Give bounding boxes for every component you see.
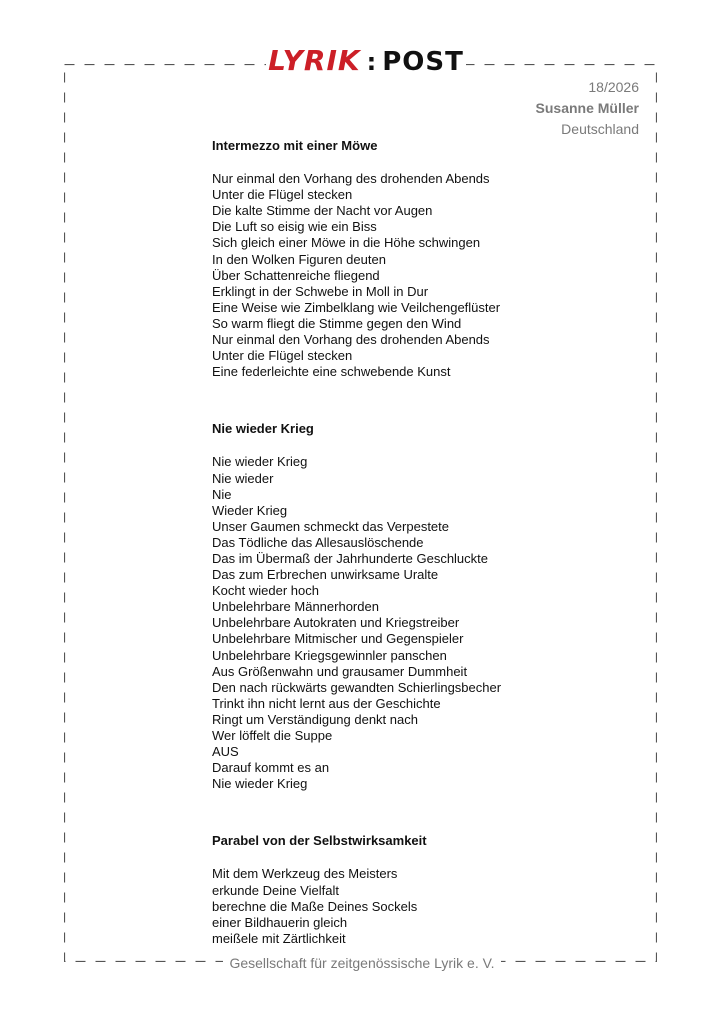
poem-line: Nie wieder Krieg xyxy=(212,454,308,470)
logo-post-text: POST xyxy=(382,47,464,77)
poem-line: Unter die Flügel stecken xyxy=(212,187,353,203)
poem-line: meißele mit Zärtlichkeit xyxy=(212,930,346,946)
poem-line: Nie wieder Krieg xyxy=(212,776,308,792)
poem-line: Das im Übermaß der Jahrhunderte Geschluckte xyxy=(212,550,489,566)
poem-line: Mit dem Werkzeug des Meisters xyxy=(212,866,398,882)
poem-line: Nie xyxy=(212,486,232,502)
poem-line: AUS xyxy=(212,744,239,760)
poem-line: Den nach rückwärts gewandten Schierlingsbecher xyxy=(212,679,502,695)
author-name: Susanne Müller xyxy=(535,100,639,116)
poem-line: Nie wieder xyxy=(212,470,274,486)
poem-title: Nie wieder Krieg xyxy=(212,421,314,437)
logo-separator: : xyxy=(366,48,377,76)
footer-text: Gesellschaft für zeitgenössische Lyrik e. V. xyxy=(223,955,500,971)
poem-line: So warm fliegt die Stimme gegen den Wind xyxy=(212,315,462,331)
poem xyxy=(212,421,652,792)
issue-number: 18/2026 xyxy=(588,79,639,95)
issue-meta xyxy=(536,77,639,140)
poem-line: Wer löffelt die Suppe xyxy=(212,728,333,743)
footer xyxy=(0,955,724,971)
poem-line: Ringt um Verständigung denkt nach xyxy=(212,711,418,727)
poem-line: Unser Gaumen schmeckt das Verpestete xyxy=(212,518,450,534)
poem-line: einer Bildhauerin gleich xyxy=(212,914,348,930)
poem-line: Unbelehrbare Mitmischer und Gegenspieler xyxy=(212,631,464,647)
poem-title: Parabel von der Selbstwirksamkeit xyxy=(212,833,427,849)
poem-line: Aus Größenwahn und grausamer Dummheit xyxy=(212,663,468,679)
poem-line: Die Luft so eisig wie ein Biss xyxy=(212,219,377,235)
poem-line: Unbelehrbare Autokraten und Kriegstreiber xyxy=(212,615,460,631)
poem-line: Sich gleich einer Möwe in die Höhe schwingen xyxy=(212,235,481,251)
poem-line: berechne die Maße Deines Sockels xyxy=(212,898,418,914)
poem-line: Das Tödliche das Allesauslöschende xyxy=(212,534,424,550)
poem-line: Eine Weise wie Zimbelklang wie Veilchengeflüster xyxy=(212,299,501,315)
poem-line: Über Schattenreiche fliegend xyxy=(212,267,380,283)
poem-line: Unbelehrbare Kriegsgewinnler panschen xyxy=(212,647,447,663)
poems-container xyxy=(212,138,652,947)
poem-line: erkunde Deine Vielfalt xyxy=(212,882,339,898)
author-country: Deutschland xyxy=(561,121,639,137)
logo-lyrik-text: LYRIK xyxy=(268,44,361,77)
poem-line: Unter die Flügel stecken xyxy=(212,348,353,364)
poem xyxy=(212,138,652,380)
poem xyxy=(212,833,652,947)
poem-line: Die kalte Stimme der Nacht vor Augen xyxy=(212,203,433,219)
poem-title: Intermezzo mit einer Möwe xyxy=(212,138,378,153)
poem-line: Darauf kommt es an xyxy=(212,760,330,776)
poem-line: Erklingt in der Schwebe in Moll in Dur xyxy=(212,283,429,299)
poem-line: Trinkt ihn nicht lernt aus der Geschichte xyxy=(212,695,441,711)
poem-line: Das zum Erbrechen unwirksame Uralte xyxy=(212,567,439,583)
poem-line: Wieder Krieg xyxy=(212,502,288,518)
lyrik-post-logo xyxy=(266,44,466,84)
poem-line: Kocht wieder hoch xyxy=(212,583,319,599)
poem-line: In den Wolken Figuren deuten xyxy=(212,251,386,267)
poem-line: Nur einmal den Vorhang des drohenden Abends xyxy=(212,171,490,187)
poem-line: Unbelehrbare Männerhorden xyxy=(212,599,379,615)
poem-line: Eine federleichte eine schwebende Kunst xyxy=(212,364,451,380)
poem-line: Nur einmal den Vorhang des drohenden Abends xyxy=(212,332,490,348)
